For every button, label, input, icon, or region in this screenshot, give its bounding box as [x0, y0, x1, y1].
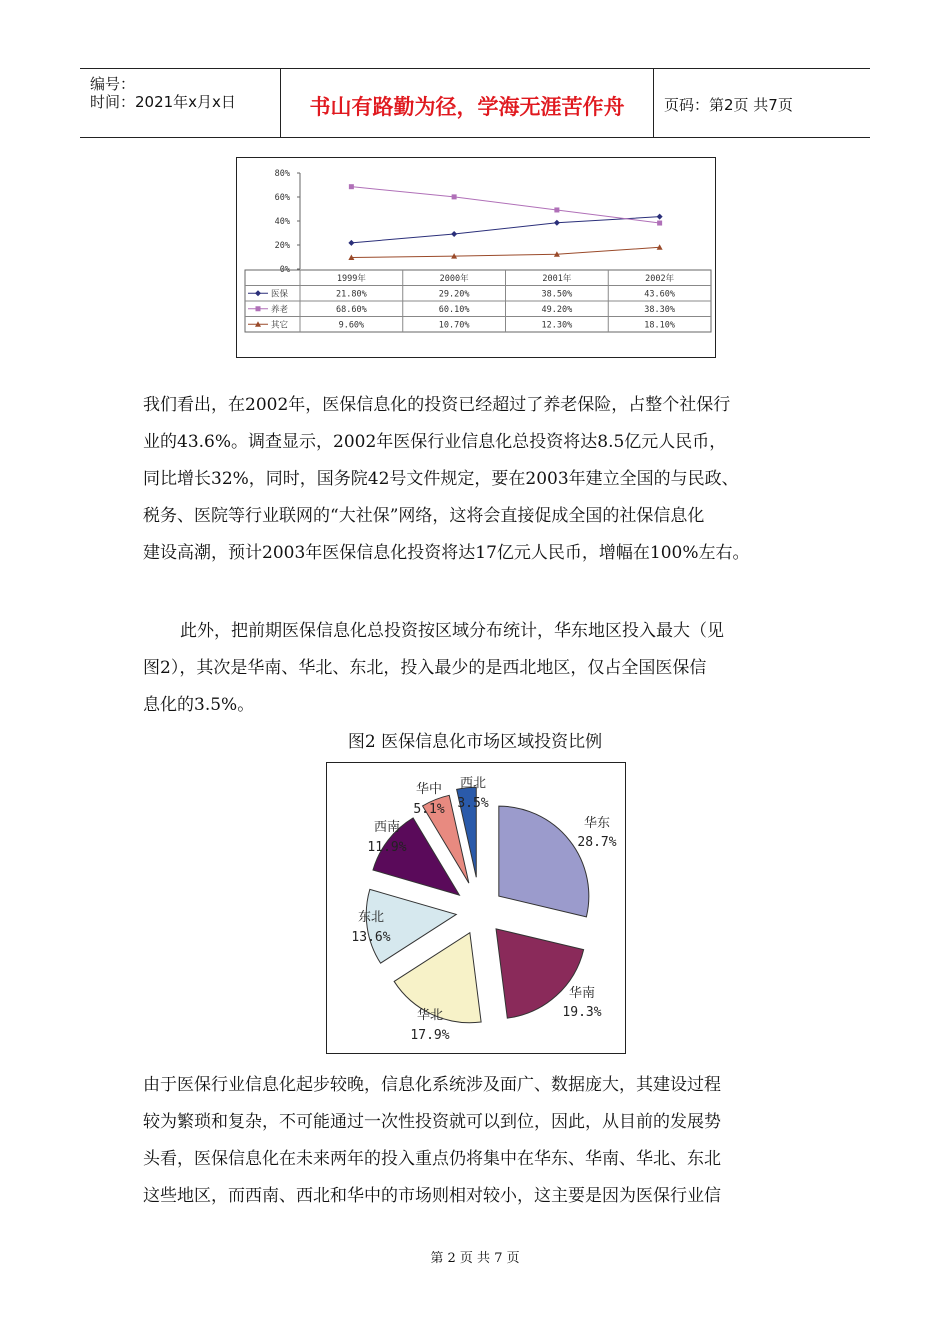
data-point [657, 214, 663, 220]
table-value: 29.20% [438, 289, 470, 300]
line-chart [237, 158, 715, 357]
y-tick-label: 0% [279, 265, 290, 275]
paragraph-line: 业的43.6%。调查显示，2002年医保行业信息化总投资将达8.5亿元人民币， [143, 432, 727, 452]
pie-slice-1 [499, 806, 589, 917]
pie-slice-value: 5.1% [413, 802, 445, 817]
paragraph-line: 同比增长32%，同时，国务院42号文件规定，要在2003年建立全国的与民政、 [143, 469, 739, 489]
paragraph-line: 图2），其次是华南、华北、东北，投入最少的是西北地区，仅占全国医保信 [143, 658, 707, 678]
paragraph-line: 较为繁琐和复杂，不可能通过一次性投资就可以到位，因此，从目前的发展势 [143, 1112, 721, 1132]
legend-series-name: 其它 [271, 320, 289, 331]
paragraph-2 [143, 613, 823, 724]
y-tick-label: 20% [274, 241, 290, 251]
pie-slice-name: 西南 [373, 820, 401, 835]
data-point [349, 184, 354, 189]
table-value: 10.70% [438, 320, 470, 331]
paragraph-line: 由于医保行业信息化起步较晚，信息化系统涉及面广、数据庞大，其建设过程 [143, 1075, 721, 1095]
y-tick-label: 40% [274, 217, 290, 227]
document-number-label: 编号： [90, 75, 136, 93]
x-category-label: 1999年 [336, 274, 366, 284]
series-line-1 [351, 217, 659, 243]
paragraph-1 [143, 387, 823, 572]
data-point [554, 207, 559, 212]
table-value: 49.20% [541, 304, 573, 315]
paragraph-line: 这些地区，而西南、西北和华中的市场则相对较小，这主要是因为医保行业信 [143, 1186, 721, 1206]
data-point [554, 220, 560, 226]
paragraph-3 [143, 1067, 823, 1215]
table-value: 38.30% [644, 304, 675, 315]
document-time-label: 时间：2021年x月x日 [90, 93, 236, 111]
line-chart-box [236, 157, 716, 358]
data-point [451, 231, 457, 237]
paragraph-line: 税务、医院等行业联网的“大社保”网络，这将会直接促成全国的社保信息化 [143, 506, 705, 526]
y-tick-label: 80% [274, 169, 290, 179]
table-value: 18.10% [644, 320, 675, 331]
pie-slice-value: 3.5% [457, 796, 489, 811]
paragraph-line: 头看，医保信息化在未来两年的投入重点仍将集中在华东、华南、华北、东北 [143, 1149, 721, 1169]
paragraph-line: 此外，把前期医保信息化总投资按区域分布统计，华东地区投入最大（见 [180, 621, 724, 641]
legend-key-marker [255, 290, 261, 296]
header-page-cell [654, 69, 870, 137]
x-category-label: 2000年 [439, 274, 469, 284]
x-category-label: 2002年 [645, 274, 675, 284]
pie-slice-value: 17.9% [410, 1028, 450, 1043]
pie-chart [327, 763, 625, 1053]
paragraph-line: 我们看出，在2002年，医保信息化的投资已经超过了养老保险，占整个社保行 [143, 395, 731, 415]
pie-slice-value: 13.6% [351, 930, 391, 945]
pie-slice-name: 东北 [357, 910, 385, 925]
series-line-3 [351, 247, 659, 257]
table-value: 9.60% [338, 320, 365, 331]
data-point [452, 194, 457, 199]
pie-chart-box [326, 762, 626, 1054]
page-footer: 第 2 页 共 7 页 [430, 1251, 520, 1266]
pie-slice-value: 11.9% [367, 840, 407, 855]
legend-series-name: 养老 [271, 304, 289, 315]
table-value: 12.30% [541, 320, 573, 331]
pie-slice-name: 华南 [568, 986, 596, 1001]
figure-caption: 图2 医保信息化市场区域投资比例 [347, 732, 603, 752]
y-tick-label: 60% [274, 193, 290, 203]
paragraph-line: 建设高潮，预计2003年医保信息化投资将达17亿元人民币，增幅在100%左右。 [143, 543, 750, 563]
table-value: 21.80% [336, 289, 367, 300]
legend-key-marker [256, 306, 261, 311]
pie-slice-name: 华东 [583, 816, 611, 831]
x-category-label: 2001年 [542, 274, 572, 284]
header-motto: 书山有路勤为径，学海无涯苦作舟 [309, 95, 625, 119]
table-value: 68.60% [336, 304, 367, 315]
table-value: 43.60% [644, 289, 675, 300]
header-meta-cell [80, 69, 281, 137]
legend-series-name: 医保 [271, 289, 289, 300]
data-point [348, 240, 354, 246]
table-value: 60.10% [438, 304, 470, 315]
header-page-label: 页码：第2页 共7页 [664, 96, 793, 114]
series-line-2 [351, 187, 659, 223]
pie-slice-value: 19.3% [562, 1005, 602, 1020]
table-value: 38.50% [541, 289, 573, 300]
data-point [657, 221, 662, 226]
header-motto-cell [281, 69, 654, 137]
pie-slice-value: 28.7% [577, 835, 617, 850]
pie-slice-name: 华中 [415, 782, 443, 797]
pie-slice-name: 西北 [459, 776, 487, 791]
pie-slice-name: 华北 [416, 1008, 444, 1023]
paragraph-line: 息化的3.5%。 [143, 695, 255, 715]
page-header [80, 68, 870, 138]
